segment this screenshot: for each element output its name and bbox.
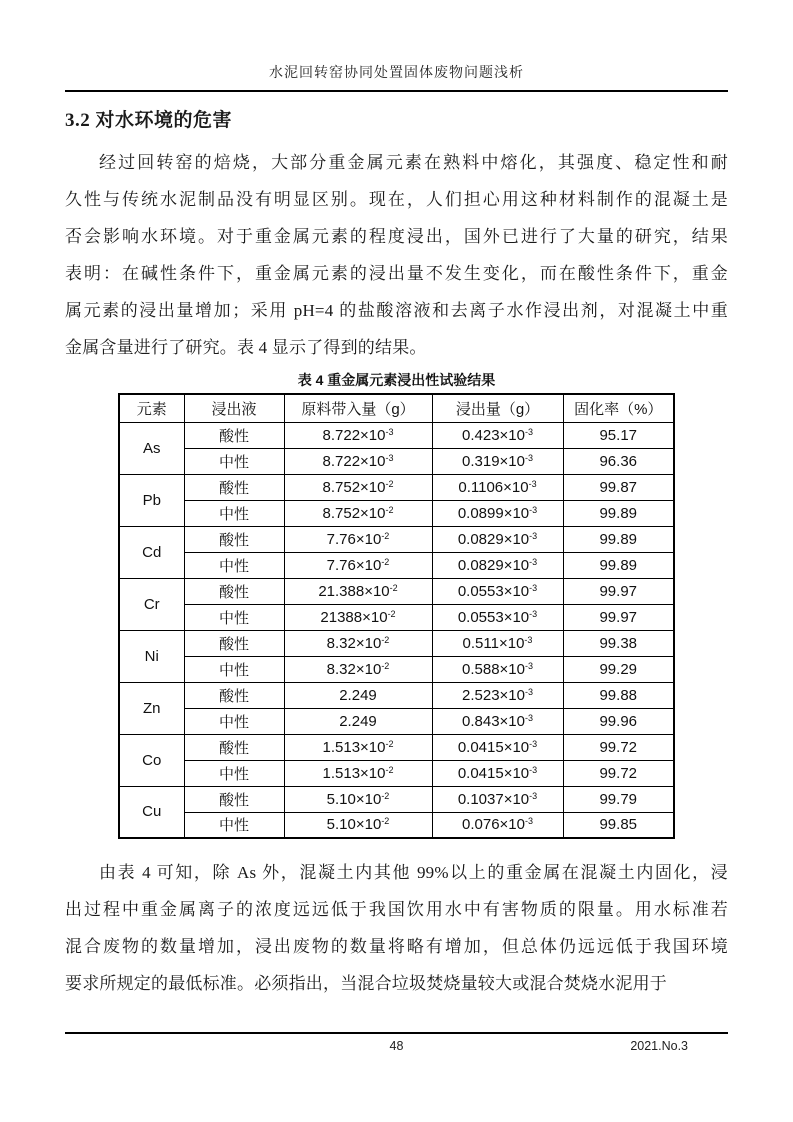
intake-cell: $8.32\times 10^{-2}$ xyxy=(284,630,432,656)
table-header-row xyxy=(119,394,674,422)
rate-cell: 99.96 xyxy=(563,708,674,734)
liquor-cell: 中性 xyxy=(184,812,284,838)
intake-cell: $7.76\times 10^{-2}$ xyxy=(284,526,432,552)
rate-cell: 99.88 xyxy=(563,682,674,708)
rate-cell: 99.89 xyxy=(563,526,674,552)
text-line: 出过程中重金属离子的浓度远远低于我国饮用水中有害物质的限量。用水标准若 xyxy=(65,900,728,919)
intake-cell: $1.513\times 10^{-2}$ xyxy=(284,760,432,786)
leach-cell: $0.423\times 10^{-3}$ xyxy=(432,422,563,448)
table-row xyxy=(119,448,674,474)
liquor-cell: 酸性 xyxy=(184,630,284,656)
intake-cell: $1.513\times 10^{-2}$ xyxy=(284,734,432,760)
column-header-liquor: 浸出液 xyxy=(184,394,284,422)
intake-cell: $5.10\times 10^{-2}$ xyxy=(284,786,432,812)
element-cell: Cd xyxy=(119,526,184,578)
table-row xyxy=(119,578,674,604)
leach-cell: $2.523\times 10^{-3}$ xyxy=(432,682,563,708)
rate-cell: 99.85 xyxy=(563,812,674,838)
text-line: 要求所规定的最低标准。必须指出，当混合垃圾焚烧量较大或混合焚烧水泥用于 xyxy=(65,974,667,993)
table-row xyxy=(119,604,674,630)
liquor-cell: 中性 xyxy=(184,500,284,526)
leach-cell: $0.1037\times 10^{-3}$ xyxy=(432,786,563,812)
leach-cell: $0.843\times 10^{-3}$ xyxy=(432,708,563,734)
table-row xyxy=(119,630,674,656)
liquor-cell: 中性 xyxy=(184,604,284,630)
intake-cell: $21.388\times 10^{-2}$ xyxy=(284,578,432,604)
leach-cell: $0.0415\times 10^{-3}$ xyxy=(432,734,563,760)
column-header-leach: 浸出量（g） xyxy=(432,394,563,422)
leach-cell: $0.588\times 10^{-3}$ xyxy=(432,656,563,682)
liquor-cell: 酸性 xyxy=(184,422,284,448)
paragraph-2 xyxy=(65,854,728,1002)
table-row xyxy=(119,734,674,760)
text-line: 表明：在碱性条件下，重金属元素的浸出量不发生变化，而在酸性条件下，重金 xyxy=(65,264,728,283)
element-cell: As xyxy=(119,422,184,474)
table-row xyxy=(119,760,674,786)
leach-cell: $0.0829\times 10^{-3}$ xyxy=(432,552,563,578)
element-cell: Cr xyxy=(119,578,184,630)
element-cell: Zn xyxy=(119,682,184,734)
page-number: 48 xyxy=(389,1039,404,1053)
rate-cell: 99.72 xyxy=(563,734,674,760)
intake-cell: $8.32\times 10^{-2}$ xyxy=(284,656,432,682)
leach-cell: $0.0829\times 10^{-3}$ xyxy=(432,526,563,552)
table-row xyxy=(119,682,674,708)
element-cell: Co xyxy=(119,734,184,786)
intake-cell: $8.752\times 10^{-2}$ xyxy=(284,474,432,500)
text-line: 混合废物的数量增加，浸出废物的数量将略有增加，但总体仍远远低于我国环境 xyxy=(65,937,728,956)
liquor-cell: 酸性 xyxy=(184,474,284,500)
liquor-cell: 酸性 xyxy=(184,526,284,552)
intake-cell: $7.76\times 10^{-2}$ xyxy=(284,552,432,578)
intake-cell: $8.752\times 10^{-2}$ xyxy=(284,500,432,526)
rate-cell: 99.87 xyxy=(563,474,674,500)
liquor-cell: 酸性 xyxy=(184,682,284,708)
paragraph-1 xyxy=(65,144,728,366)
table-row xyxy=(119,552,674,578)
section-heading: 3.2 对水环境的危害 xyxy=(65,110,233,131)
liquor-cell: 酸性 xyxy=(184,786,284,812)
leach-cell: $0.0415\times 10^{-3}$ xyxy=(432,760,563,786)
leach-cell: $0.076\times 10^{-3}$ xyxy=(432,812,563,838)
text-line: 金属含量进行了研究。表 4 显示了得到的结果。 xyxy=(65,338,427,357)
footer-rule xyxy=(65,1032,728,1034)
intake-cell: 2.249 xyxy=(284,708,432,734)
column-header-element: 元素 xyxy=(119,394,184,422)
intake-cell: $5.10\times 10^{-2}$ xyxy=(284,812,432,838)
leach-cell: $0.0553\times 10^{-3}$ xyxy=(432,604,563,630)
intake-cell: 2.249 xyxy=(284,682,432,708)
liquor-cell: 酸性 xyxy=(184,734,284,760)
table-row xyxy=(119,526,674,552)
leach-cell: $0.0553\times 10^{-3}$ xyxy=(432,578,563,604)
liquor-cell: 中性 xyxy=(184,448,284,474)
table-row xyxy=(119,786,674,812)
leach-cell: $0.511\times 10^{-3}$ xyxy=(432,630,563,656)
table-row xyxy=(119,708,674,734)
element-cell: Pb xyxy=(119,474,184,526)
text-line: 否会影响水环境。对于重金属元素的程度浸出，国外已进行了大量的研究，结果 xyxy=(65,227,728,246)
table-row xyxy=(119,656,674,682)
element-cell: Cu xyxy=(119,786,184,838)
running-footer xyxy=(65,1032,728,1054)
liquor-cell: 中性 xyxy=(184,552,284,578)
intake-cell: $8.722\times 10^{-3}$ xyxy=(284,448,432,474)
rate-cell: 99.29 xyxy=(563,656,674,682)
liquor-cell: 中性 xyxy=(184,656,284,682)
table-caption: 表 4 重金属元素浸出性试验结果 xyxy=(297,372,496,388)
rate-cell: 99.97 xyxy=(563,578,674,604)
rate-cell: 95.17 xyxy=(563,422,674,448)
intake-cell: $21388\times 10^{-2}$ xyxy=(284,604,432,630)
leach-cell: $0.1106\times 10^{-3}$ xyxy=(432,474,563,500)
rate-cell: 99.97 xyxy=(563,604,674,630)
table-row xyxy=(119,422,674,448)
results-table xyxy=(118,393,675,839)
table-row xyxy=(119,812,674,838)
intake-cell: $8.722\times 10^{-3}$ xyxy=(284,422,432,448)
liquor-cell: 中性 xyxy=(184,708,284,734)
text-line: 由表 4 可知，除 As 外，混凝土内其他 99%以上的重金属在混凝土内固化，浸 xyxy=(99,863,728,882)
element-cell: Ni xyxy=(119,630,184,682)
rate-cell: 99.72 xyxy=(563,760,674,786)
issue-label: 2021.No.3 xyxy=(630,1039,688,1053)
column-header-intake: 原料带入量（g） xyxy=(284,394,432,422)
leach-cell: $0.319\times 10^{-3}$ xyxy=(432,448,563,474)
header-rule xyxy=(65,90,728,92)
rate-cell: 99.89 xyxy=(563,500,674,526)
text-line: 久性与传统水泥制品没有明显区别。现在，人们担心用这种材料制作的混凝土是 xyxy=(65,190,728,209)
rate-cell: 99.38 xyxy=(563,630,674,656)
table-row xyxy=(119,500,674,526)
running-header xyxy=(65,0,728,92)
leach-cell: $0.0899\times 10^{-3}$ xyxy=(432,500,563,526)
rate-cell: 99.79 xyxy=(563,786,674,812)
column-header-rate: 固化率（%） xyxy=(563,394,674,422)
rate-cell: 96.36 xyxy=(563,448,674,474)
text-line: 经过回转窑的焙烧，大部分重金属元素在熟料中熔化，其强度、稳定性和耐 xyxy=(99,153,728,172)
rate-cell: 99.89 xyxy=(563,552,674,578)
text-line: 属元素的浸出量增加；采用 pH=4 的盐酸溶液和去离子水作浸出剂，对混凝土中重 xyxy=(65,301,728,320)
liquor-cell: 中性 xyxy=(184,760,284,786)
running-header-title: 水泥回转窑协同处置固体废物问题浅析 xyxy=(269,66,524,81)
liquor-cell: 酸性 xyxy=(184,578,284,604)
table-row xyxy=(119,474,674,500)
